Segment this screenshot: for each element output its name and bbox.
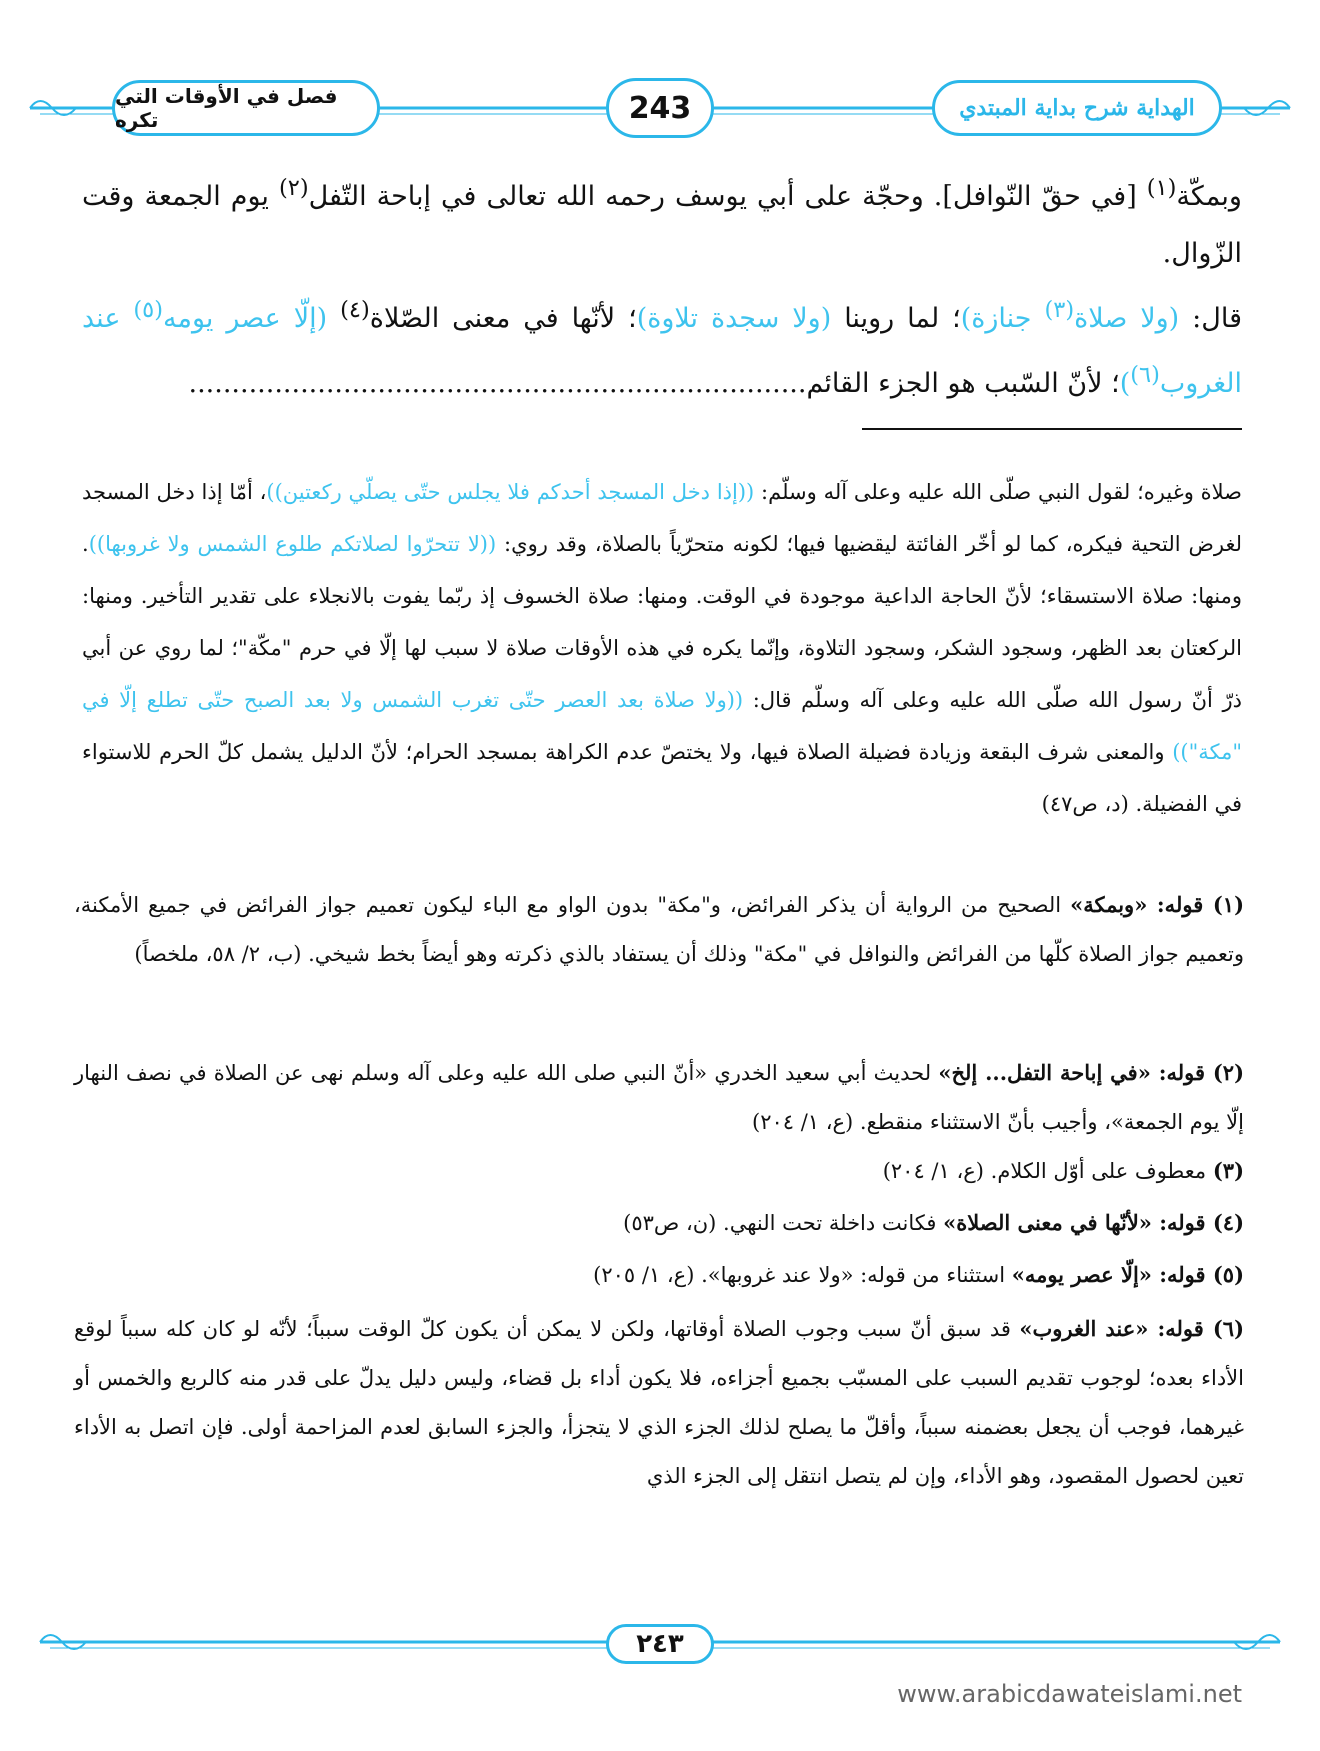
footnote-1: (١) قوله: «وبمكة» الصحيح من الرواية أن يذكر الفرائض، و"مكة" بدون الواو مع الباء ليكون تعميم جواز الفرائض في جميع الأمكنة، وتعميم جواز الصلاة كلّها من الفرائض والنوافل في "مكة" وذلك أن يستفاد بالذي ذكرته وهو أيضاً بخط شيخي. (ب، ٢/ ٥٨، ملخصاً) [74, 892, 1244, 966]
footnote-3: (٣) معطوف على أوّل الكلام. (ع، ١/ ٢٠٤) [882, 1158, 1244, 1183]
footnote-2: (٢) قوله: «في إباحة التفل... إلخ» لحديث أبي سعيد الخدري «أنّ النبي صلى الله عليه وعلى آله وسلم نهى عن الصلاة في نصف النهار إلّا يوم الجمعة»، وأجيب بأنّ الاستثناء منقطع. (ع، ١/ ٢٠٤) [74, 1060, 1245, 1134]
footnote-continuation: صلاة وغيره؛ لقول النبي صلّى الله عليه وعلى آله وسلّم: ((إذا دخل المسجد أحدكم فلا يجلس حتّى يصلّي ركعتين))، أمّا إذا دخل المسجد لغرض التحية فيكره، كما لو أخّر الفائتة ليقضيها فيها؛ لكونه متحرّياً بالصلاة، وقد روي: ((لا تتحرّوا لصلاتكم طلوع الشمس ولا غروبها)). ومنها: صلاة الاستسقاء؛ لأنّ الحاجة الداعية موجودة في الوقت. ومنها: صلاة الخسوف إذ ربّما يفوت بالانجلاء على تقدير التأخير. ومنها: الركعتان بعد الظهر، وسجود الشكر، وسجود التلاوة، وإنّما يكره في هذه الأوقات صلاة لا سبب لها إلّا في حرم "مكّة"؛ لما روي عن أبي ذرّ أنّ رسول الله صلّى الله عليه وعلى آله وسلّم قال: ((ولا صلاة بعد العصر حتّى تغرب الشمس ولا بعد الصبح حتّى تطلع إلّا في "مكة")) والمعنى شرف البقعة وزيادة فضيلة الصلاة فيها، ولا يختصّ عدم الكراهة بمسجد الحرام؛ لأنّ الدليل يشمل كلّ الحرم للاستواء في الفضيلة. (د، ص٤٧) [82, 480, 1243, 816]
page-footer [0, 1610, 1320, 1670]
main-text: وبمكّة$^{(١)}$ [في حقّ النّوافل]. وحجّة على أبي يوسف رحمه الله تعالى في إباحة التّفل$^{(٢)}$ يوم الجمعة وقت الزّوال. قال: (ولا صلاة$^{(٣)}$ جنازة)؛ لما روينا (ولا سجدة تلاوة)؛ لأنّها في معنى الصّلاة$^{(٤)}$ (إلّا عصر يومه$^{(٥)}$ عند الغروب$^{(٦)}$)؛ لأنّ السّبب هو الجزء القائم........................................................................ [82, 175, 1243, 399]
footnote-5: (٥) قوله: «إلّا عصر يومه» استثناء من قوله: «ولا عند غروبها». (ع، ١/ ٢٠٥) [593, 1262, 1244, 1287]
footnote-separator [862, 428, 1242, 430]
page-number: 243 [606, 78, 714, 138]
footer-page-number: ٢٤٣ [606, 1624, 714, 1664]
website-link[interactable]: www.arabicdawateislami.net [897, 1680, 1242, 1708]
book-title: الهداية شرح بداية المبتدي [932, 80, 1222, 136]
footnote-4: (٤) قوله: «لأنّها في معنى الصلاة» فكانت داخلة تحت النهي. (ن، ص٥٣) [623, 1210, 1244, 1235]
footnote-6: (٦) قوله: «عند الغروب» قد سبق أنّ سبب وجوب الصلاة أوقاتها، ولكن لا يمكن أن يكون كلّ الوقت سبباً؛ لأنّه لو كان كله سبباً لوقع الأداء بعده؛ لوجوب تقديم السبب على المسبّب بجميع أجزاءه، فلا يكون أداء بل قضاء، وليس دليل يدلّ على قدر منه كالربع والخمس أو غيرهما، فوجب أن يجعل بعضمنه سبباً، وأقلّ ما يصلح لذلك الجزء الذي لا يتجزأ، والجزء السابق لعدم المزاحمة أولى. فإن اتصل به الأداء تعين لحصول المقصود، وهو الأداء، وإن لم يتصل انتقل إلى الجزء الذي [74, 1316, 1245, 1488]
page-header [0, 30, 1320, 130]
chapter-title: فصل في الأوقات التي تكره [112, 80, 380, 136]
